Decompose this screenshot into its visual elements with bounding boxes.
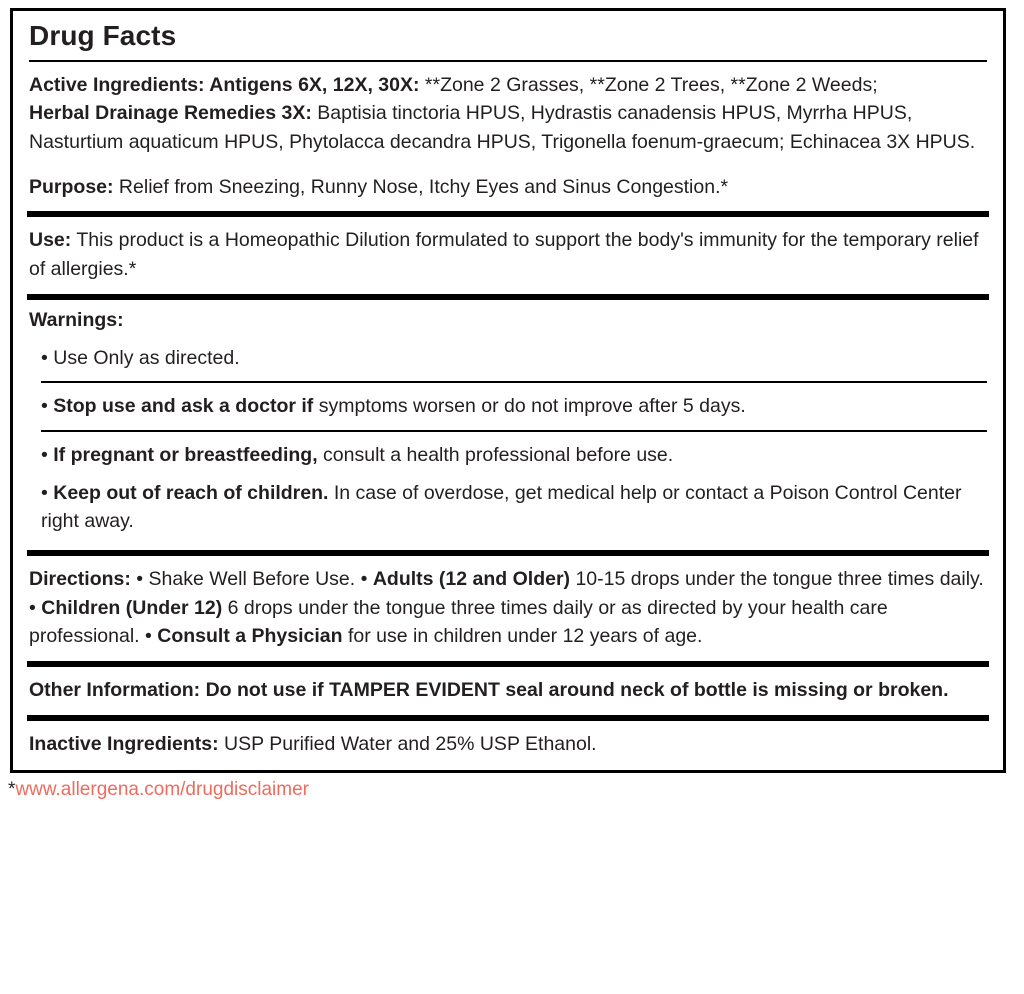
other-information-paragraph [29,676,987,705]
use-text: This product is a Homeopathic Dilution formulated to support the body's immunity for the temporary relief of allergies.* [29,229,979,281]
footnote-disclaimer [8,779,1010,802]
herbal-remedies-text: Baptisia tinctoria HPUS, Hydrastis canadensis HPUS, Myrrha HPUS, Nasturtium aquaticum HPUS, Phytolacca decandra HPUS, Trigonella foenum-graecum; Echinacea 3X HPUS. [29,102,976,154]
drug-facts-inner [13,11,1003,770]
warning-item [27,479,989,550]
directions-part4: for use in children under 12 years of age. [342,625,703,648]
warnings-heading: Warnings: [29,308,124,331]
warning-item-text: In case of overdose, get medical help or contact a Poison Control Center right away. [41,481,962,533]
warning-item [27,432,989,479]
use-paragraph [29,226,987,283]
directions-part3: 6 drops under the tongue three times daily or as directed by your health care professional. • [29,596,888,648]
active-ingredients-paragraph [29,71,987,100]
directions-bold-children: Children (Under 12) [41,596,223,619]
purpose-text: Relief from Sneezing, Runny Nose, Itchy Eyes and Sinus Congestion.* [113,175,729,198]
section-inactive-ingredients [27,721,989,771]
directions-part1: • Shake Well Before Use. • [130,568,373,591]
directions-bold-physician: Consult a Physician [157,625,343,648]
inactive-ingredients-text: USP Purified Water and 25% USP Ethanol. [218,732,597,755]
bullet-glyph-icon: • [41,346,48,369]
directions-heading: Directions: [29,568,131,591]
section-warnings [27,300,989,550]
warning-item-bold: If pregnant or breastfeeding, [53,444,318,467]
bullet-glyph-icon: • [41,481,48,504]
directions-part2: 10-15 drops under the tongue three times daily. • [29,568,984,619]
footnote-url[interactable]: www.allergena.com/drugdisclaimer [15,779,309,801]
active-ingredients-heading: Active Ingredients: Antigens 6X, 12X, 30X: [29,73,420,96]
herbal-remedies-paragraph [29,99,987,156]
section-use [27,217,989,293]
directions-paragraph [29,565,987,651]
inactive-ingredients-heading: Inactive Ingredients: [29,732,219,755]
bullet-glyph-icon: • [41,444,48,467]
section-directions [27,556,989,661]
page-title: Drug Facts [29,20,177,51]
bullet-glyph-icon: • [41,395,48,418]
herbal-remedies-heading: Herbal Drainage Remedies 3X: [29,102,312,125]
inactive-ingredients-paragraph [29,730,987,759]
warning-item-text: Use Only as directed. [53,346,240,369]
drug-facts-panel [10,8,1006,773]
section-active-ingredients [27,62,989,212]
directions-bold-adults: Adults (12 and Older) [372,568,571,591]
active-ingredients-text: **Zone 2 Grasses, **Zone 2 Trees, **Zone 2 Weeds; [419,73,878,96]
other-information-heading: Other Information: [29,678,201,701]
purpose-heading: Purpose: [29,175,114,198]
use-heading: Use: [29,229,72,252]
section-other-information [27,667,989,715]
footnote-star: * [8,779,16,801]
warning-item-bold: Keep out of reach of children. [53,481,329,504]
warning-item-text: symptoms worsen or do not improve after 5 days. [313,395,746,418]
warning-item-bold: Stop use and ask a doctor if [53,395,314,418]
spacer [29,157,987,173]
warning-item-text: consult a health professional before use. [317,444,674,467]
purpose-paragraph [29,173,987,202]
other-information-text: Do not use if TAMPER EVIDENT seal around neck of bottle is missing or broken. [200,678,949,701]
warning-item [27,383,989,430]
warning-item [27,334,989,382]
